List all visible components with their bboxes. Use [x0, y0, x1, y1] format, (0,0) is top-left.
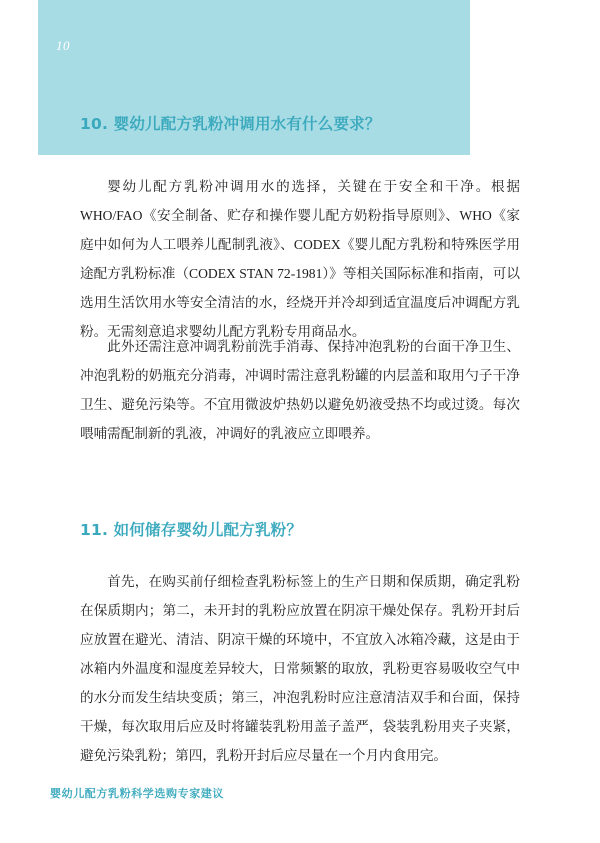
section-10-paragraph-2: 此外还需注意冲调乳粉前洗手消毒、保持冲泡乳粉的台面干净卫生、冲泡乳粉的奶瓶充分消毒，冲调时需注意乳粉罐的内层盖和取用勺子干净卫生、避免污染等。不宜用微波炉热奶以避免奶液受热不均或过烫。每次喂哺需配制新的乳液，冲调好的乳液应立即喂养。 [80, 339, 520, 441]
section-10-paragraph-1: 婴幼儿配方乳粉冲调用水的选择，关键在于安全和干净。根据WHO/FAO《安全制备、贮存和操作婴儿配方奶粉指导原则》、WHO《家庭中如何为人工喂养儿配制乳液》、CODEX《婴儿配方乳粉和特殊医学用途配方乳粉标准（CODEX STAN 72-1981）》等相关国际标准和指南，可以选用生活饮用水等安全清洁的水，经烧开并冷却到适宜温度后冲调配方乳粉。无需刻意追求婴幼儿配方乳粉专用商品水。 [80, 179, 520, 339]
page-number: 10 [56, 38, 70, 53]
section-title-10: 10. 婴幼儿配方乳粉冲调用水有什么要求？ [80, 115, 381, 133]
section-11-paragraph-1: 首先，在购买前仔细检查乳粉标签上的生产日期和保质期，确定乳粉在保质期内；第二，未开封的乳粉应放置在阴凉干燥处保存。乳粉开封后应放置在避光、清洁、阴凉干燥的环境中，不宜放入冰箱冷藏，这是由于冰箱内外温度和湿度差异较大，日常频繁的取放，乳粉更容易吸收空气中的水分而发生结块变质；第三，冲泡乳粉时应注意清洁双手和台面，保持干燥，每次取用后应及时将罐装乳粉用盖子盖严，袋装乳粉用夹子夹紧，避免污染乳粉；第四，乳粉开封后应尽量在一个月内食用完。 [80, 574, 520, 763]
section-title-11: 11. 如何储存婴幼儿配方乳粉？ [80, 521, 303, 539]
page-footer: 婴幼儿配方乳粉科学选购专家建议 [50, 787, 224, 800]
